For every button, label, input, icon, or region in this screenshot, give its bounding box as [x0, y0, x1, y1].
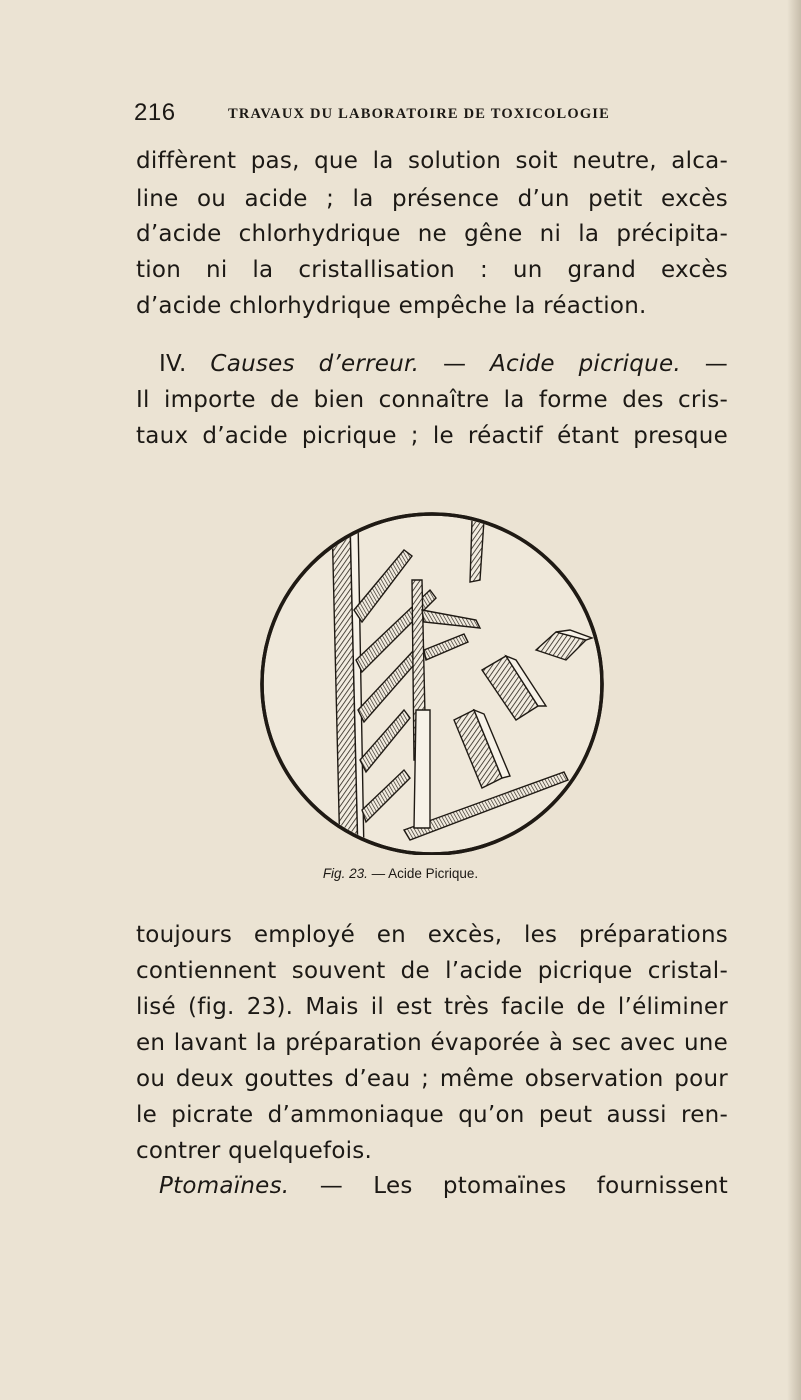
text-line: d’acide chlorhydrique ne gêne ni la précipita-	[136, 221, 728, 247]
figure-label: Fig. 23.	[322, 866, 368, 881]
dash: —	[442, 351, 467, 377]
running-title: TRAVAUX DU LABORATOIRE DE TOXICOLOGIE	[228, 106, 611, 122]
ptomaines-paragraph	[159, 1171, 728, 1201]
section-title: Ptomaïnes.	[159, 1173, 290, 1199]
figure-caption	[0, 866, 801, 881]
section-title: Causes d’erreur.	[210, 351, 420, 377]
paragraph-text: Les ptomaïnes fournissent	[373, 1173, 728, 1199]
text-line: Il importe de bien connaître la forme des cris-	[136, 387, 728, 413]
section-subtitle: Acide picrique.	[490, 351, 681, 377]
dash: —	[319, 1173, 343, 1199]
text-line: le picrate d’ammoniaque qu’on peut aussi ren-	[136, 1102, 728, 1128]
text-line: ou deux gouttes d’eau ; même observation pour	[136, 1066, 728, 1092]
text-line: d’acide chlorhydrique empêche la réaction.	[136, 293, 647, 319]
crystal-needle	[414, 710, 430, 828]
figure-caption-text: Acide Picrique.	[388, 866, 479, 881]
text-line: diffèrent pas, que la solution soit neutre, alca-	[136, 148, 728, 174]
text-line: contiennent souvent de l’acide picrique cristal-	[136, 958, 728, 984]
text-line: en lavant la préparation évaporée à sec avec une	[136, 1030, 728, 1056]
text-line: contrer quelquefois.	[136, 1138, 373, 1164]
text-line: lisé (fig. 23). Mais il est très facile de l’éliminer	[136, 994, 728, 1020]
page-header	[134, 99, 654, 129]
text-line: taux d’acide picrique ; le réactif étant presque	[136, 423, 728, 449]
dash: —	[704, 351, 728, 377]
page-edge-shadow	[787, 0, 801, 1400]
dash: —	[371, 866, 386, 881]
section-heading-line	[159, 349, 728, 379]
text-line: toujours employé en excès, les préparations	[136, 922, 728, 948]
picric-acid-crystals-figure	[254, 510, 614, 855]
page-number: 216	[134, 99, 176, 126]
text-line: line ou acide ; la présence d’un petit excès	[136, 186, 728, 212]
text-line: tion ni la cristallisation : un grand excès	[136, 257, 728, 283]
section-number: IV.	[159, 351, 187, 377]
